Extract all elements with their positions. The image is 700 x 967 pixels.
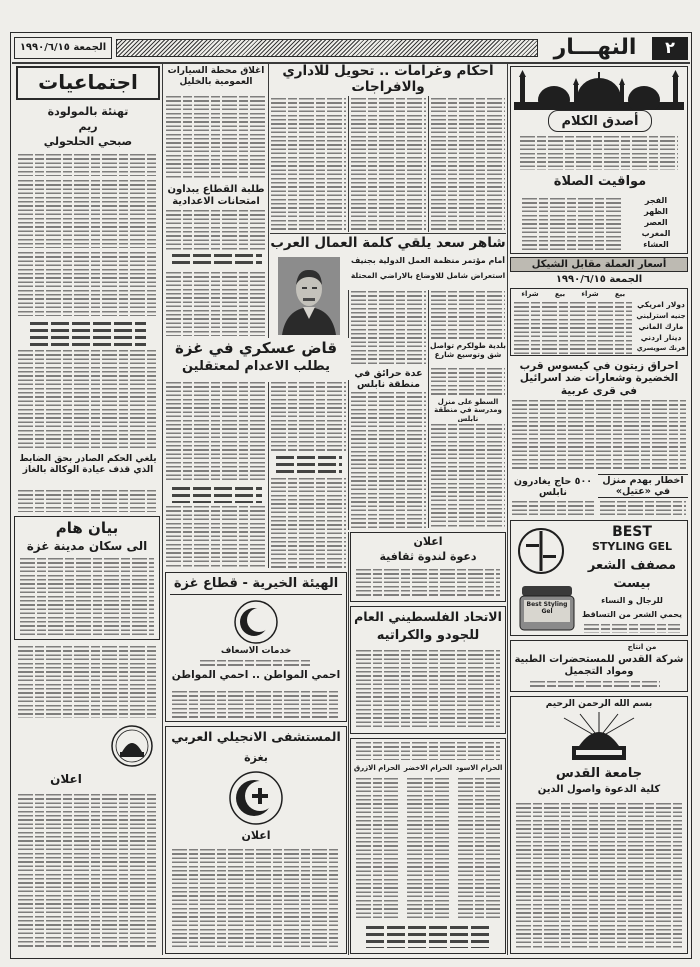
article-body xyxy=(18,646,158,718)
currency-title: أسعار العملة مقابل الشيكل xyxy=(510,257,688,272)
currency-col-header: شراء xyxy=(521,290,539,298)
section-rule xyxy=(270,233,506,234)
prayer-name: الفجر xyxy=(644,196,668,205)
article-headline-illegible xyxy=(172,254,262,268)
gel-claim: يحمي الشعر من التساقط xyxy=(581,610,683,619)
column-rule xyxy=(162,64,163,955)
article-body xyxy=(271,98,346,232)
headline-tulkarm: بلدية طولكرم تواصل شق وتوسيع شارع xyxy=(430,342,506,359)
subheadline-military-judge: يطلب الاعدام لمعتقلين xyxy=(181,359,331,374)
pharma-intro: من انتاج xyxy=(627,643,657,651)
currency-col-header: بيع xyxy=(554,290,566,298)
belt-header: الحزام الازرق xyxy=(353,764,401,772)
article-body xyxy=(271,382,346,452)
social-body xyxy=(18,154,158,176)
article-body xyxy=(18,350,158,450)
hospital-ad-body xyxy=(172,849,340,949)
article-body xyxy=(271,478,346,568)
article-body xyxy=(18,490,158,512)
mosque-skyline-icon xyxy=(514,70,684,110)
subheadline-ilo-geneva: أمام مؤتمر منظمة العمل الدولية بجنيف xyxy=(350,256,506,265)
masthead-date: الجمعة ١٩٩٠/٦/١٥ xyxy=(14,37,112,59)
column-rule xyxy=(268,64,269,338)
subheadline-review: استعراض شامل للاوضاع بالاراضي المحتلة xyxy=(350,272,506,280)
currency-name: دينار اردني xyxy=(640,334,682,342)
currency-rate-values xyxy=(514,302,632,354)
prayer-times-heading: مواقيت الصلاة xyxy=(553,174,647,189)
prayer-name: العشاء xyxy=(643,240,669,249)
gel-claim: للرجال و النساء xyxy=(601,596,663,605)
gel-arabic-brand: بيست xyxy=(613,576,651,591)
mosque-seal-icon xyxy=(110,724,154,768)
article-body xyxy=(351,392,426,528)
gel-brand: BEST xyxy=(612,524,652,540)
currency-col-header: شراء xyxy=(581,290,599,298)
headline-hebron-station: اغلاق محطة السيارات العمومية بالخليل xyxy=(167,66,265,87)
headline-demolition-notice: اخطار بهدم منزل في «عتيل» xyxy=(598,474,688,498)
university-ad-body xyxy=(516,803,682,949)
currency-col-header: بيع xyxy=(614,290,626,298)
baby-name: ريم xyxy=(78,121,98,133)
belt-header: الحزام الاخضر xyxy=(403,764,453,772)
charity-ad-phone xyxy=(200,660,312,666)
mosque-ad-body xyxy=(18,794,158,948)
article-body xyxy=(431,368,505,396)
university-faculty: كلية الدعوة وأصول الدين xyxy=(537,784,661,795)
social-body xyxy=(18,180,158,248)
article-headline-illegible xyxy=(276,456,342,474)
currency-name: مارك الماني xyxy=(638,323,684,331)
prayer-ad-title: أصدق الكلام xyxy=(548,110,652,132)
article-body xyxy=(166,272,266,336)
hospital-ad-title: المستشفى الانجيلي العربي xyxy=(171,730,341,744)
gel-claim-extra xyxy=(584,624,680,633)
judo-title-line-1: الاتحاد الفلسطيني العام xyxy=(354,610,502,624)
prayer-name: الظهر xyxy=(644,207,668,216)
seminar-ad-title: دعوة لندوة ثقافية xyxy=(379,551,477,563)
parent-name: صبحي الحلحولي xyxy=(43,136,133,148)
basmala: بسم الله الرحمن الرحيم xyxy=(545,699,653,709)
social-section-title: اجتماعيات xyxy=(16,66,160,100)
crescent-icon xyxy=(233,599,279,645)
charity-ad-title: الهيئة الخيرية - قطاع غزة xyxy=(170,576,342,595)
university-name: جامعة القدس xyxy=(555,766,643,781)
quran-verse-text xyxy=(520,136,678,170)
column-rule xyxy=(348,380,349,530)
belt-names-list xyxy=(356,778,398,918)
charity-ad-slogan: احمي المواطن .. احمي المواطن xyxy=(171,669,341,681)
headline-military-judge: قاض عسكري في غزة xyxy=(174,340,338,357)
belt-results-closing xyxy=(366,926,490,948)
column-rule xyxy=(268,382,269,568)
judo-ad-body xyxy=(356,650,500,730)
gel-jar-label: Best Styling Gel xyxy=(526,601,568,616)
prayer-time-values xyxy=(522,198,622,250)
article-body xyxy=(351,98,426,232)
judo-title-line-2: للجودو والكراتيه xyxy=(376,628,480,643)
column-rule xyxy=(348,290,349,338)
article-body xyxy=(166,96,266,180)
belt-results-intro xyxy=(356,742,500,760)
seminar-ad-body xyxy=(356,569,500,598)
masthead-hatch-bar xyxy=(116,39,538,57)
seminar-ad-label: اعلان xyxy=(413,536,443,548)
hospital-ad-city: بغزة xyxy=(244,752,268,764)
pharma-phone xyxy=(530,681,660,689)
portrait-photo xyxy=(278,257,340,335)
crescent-cross-icon xyxy=(228,770,284,826)
belt-names-list xyxy=(407,778,449,918)
article-body xyxy=(600,501,686,517)
article-body xyxy=(512,400,686,470)
prayer-name: المغرب xyxy=(641,229,671,238)
headline-olive-burning: احراق زيتون في كيسوس قرب الخضيرة وشعارات ضد اسرائيل في قرى عربية xyxy=(519,360,679,396)
article-body xyxy=(166,506,266,568)
currency-date: الجمعة ١٩٩٠/٦/١٥ xyxy=(555,274,643,285)
article-body xyxy=(166,382,266,482)
hospital-ad-label: اعلان xyxy=(241,830,271,842)
headline-officer-verdict: يلغي الحكم الصادر بحق الضابط الذي قذف عيادة الوكالة بالغاز xyxy=(19,454,157,475)
statement-body xyxy=(20,558,154,636)
headline-shaher-saad: شاهر سعد يلقي كلمة العمال العرب xyxy=(270,236,506,251)
congrats-title: تهنئة بالمولودة xyxy=(47,106,129,118)
statement-subtitle: الى سكان مدينة غزة xyxy=(26,539,148,553)
column-rule xyxy=(428,96,429,232)
column-rule xyxy=(428,290,429,528)
gel-product-name: STYLING GEL xyxy=(591,541,673,553)
prayer-name: العصر xyxy=(644,218,668,227)
social-body xyxy=(18,252,158,316)
headline-exams: طلبة القطاع يبدأون امتحانات الاعدادية xyxy=(167,184,265,207)
dome-of-rock-icon xyxy=(560,712,638,764)
column-rule xyxy=(507,64,508,955)
article-body xyxy=(166,210,266,250)
currency-name: دولار امريكي xyxy=(637,301,685,309)
headline-fires: عدة حرائق في منطقة نابلس xyxy=(354,368,423,390)
column-rule xyxy=(348,96,349,232)
article-body xyxy=(431,424,505,528)
headline-sentences: أحكام وغرامات .. تحويل للاداري والافراجات xyxy=(282,64,494,95)
statement-title: بيان هام xyxy=(55,520,119,537)
article-body xyxy=(431,291,505,339)
headline-pilgrims: ٥٠٠ حاج يغادرون نابلس xyxy=(513,476,593,498)
mosque-ad-label: اعلان xyxy=(50,772,82,786)
brand-logo-icon xyxy=(516,526,566,576)
page-number: ٢ xyxy=(652,37,688,60)
currency-name: جنيه استرليني xyxy=(636,312,686,320)
currency-name: فرنك سويسري xyxy=(636,345,686,352)
article-body xyxy=(351,291,426,365)
belt-header: الحزام الاسود xyxy=(455,764,503,772)
charity-ad-service: خدمات الاسعاف xyxy=(220,646,292,656)
gel-arabic-title: مصفف الشعر xyxy=(587,558,677,573)
column-rule xyxy=(348,532,349,955)
article-headline-illegible xyxy=(30,322,146,346)
charity-ad-body xyxy=(172,691,340,718)
article-body xyxy=(512,501,594,517)
pharma-company: شركة القدس للمستحضرات الطبية ومواد التجميل xyxy=(514,654,684,677)
headline-burglary: السطو على منزل ومدرسة في منطقة نابلس xyxy=(434,398,502,422)
article-headline-illegible xyxy=(172,487,262,503)
belt-names-list xyxy=(458,778,500,918)
article-body xyxy=(431,98,505,232)
masthead-logo: النهـــار xyxy=(553,35,637,60)
